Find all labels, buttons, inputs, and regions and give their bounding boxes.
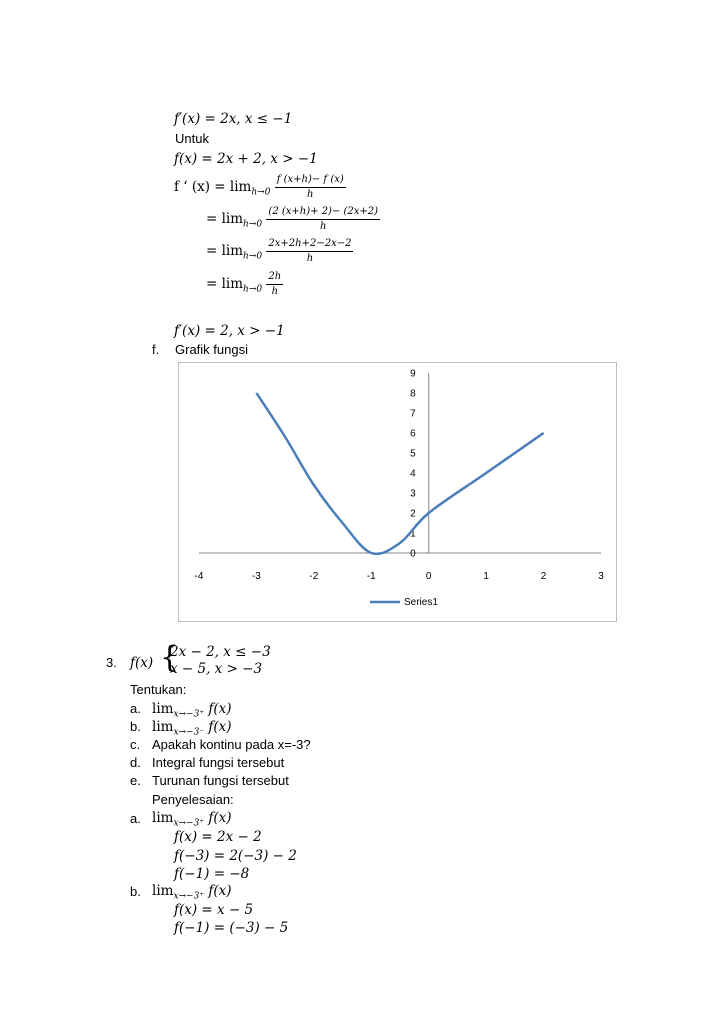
- function-line: f(x) = 2x + 2, x > −1: [174, 151, 318, 167]
- y-tick-label: 0: [410, 548, 416, 560]
- tentukan-label: Tentukan:: [130, 682, 187, 697]
- limit-expression: = lim: [206, 243, 244, 259]
- limit-expression: = lim: [206, 276, 244, 292]
- case-1: 2x − 2, x ≤ −3: [170, 644, 271, 660]
- chart-svg: [179, 363, 616, 621]
- fraction-numerator: (2 (x+h)+ 2)− (2x+2): [266, 206, 380, 220]
- fraction-denominator: h: [320, 221, 327, 232]
- untuk-label: Untuk: [175, 131, 209, 146]
- difference-quotient: [275, 174, 346, 201]
- fraction-numerator: 2h: [266, 271, 283, 285]
- limit-expression: lim: [152, 810, 174, 826]
- fraction-denominator: h: [307, 189, 314, 200]
- y-tick-label: 1: [410, 528, 416, 540]
- task-marker: e.: [130, 773, 141, 788]
- case-2: x − 5, x > −3: [170, 661, 263, 677]
- fraction-denominator: h: [306, 253, 314, 264]
- limit-step-3: [206, 267, 283, 301]
- solution-a-line-3: f(−1) = −8: [174, 866, 250, 882]
- limit-subscript: h→0: [243, 219, 263, 230]
- fraction-numerator: f (x+h)− f (x): [275, 174, 346, 188]
- limit-expression: f ‘ (x) = lim: [174, 179, 252, 195]
- limit-subscript: h→0: [243, 251, 263, 262]
- limit-argument: f(x): [204, 883, 232, 899]
- problem-3-function: f(x): [130, 655, 154, 671]
- fraction-denominator: h: [271, 286, 279, 297]
- task-item: Apakah kontinu pada x=-3?: [152, 737, 311, 752]
- limit-expression: lim: [152, 883, 174, 899]
- y-tick-label: 3: [410, 488, 416, 500]
- fraction-numerator: 2x+2h+2−2x−2: [266, 238, 353, 252]
- step-fraction: [266, 206, 380, 233]
- task-marker: b.: [130, 719, 141, 734]
- solution-b-line-2: f(−1) = (−3) − 5: [174, 920, 289, 936]
- y-tick-label: 4: [410, 468, 416, 480]
- x-tick-label: 3: [598, 571, 604, 582]
- y-tick-label: 5: [410, 448, 416, 460]
- limit-subscript: x→−3⁺: [173, 818, 205, 829]
- limit-subscript: x→−3⁻: [173, 727, 205, 738]
- y-tick-label: 7: [410, 408, 416, 420]
- section-f-marker: f.: [152, 342, 160, 357]
- limit-expression: = lim: [206, 211, 244, 227]
- y-tick-label: 8: [410, 388, 416, 400]
- x-tick-label: -2: [309, 571, 319, 582]
- derivative-result: f′(x) = 2, x > −1: [174, 323, 285, 339]
- limit-definition-line: [174, 170, 346, 204]
- x-tick-label: -4: [194, 571, 204, 582]
- legend-label: Series1: [404, 597, 438, 608]
- limit-subscript: x→−3⁺: [173, 709, 205, 720]
- limit-step-1: [206, 202, 380, 236]
- step-fraction: [266, 238, 353, 265]
- limit-subscript: x→−3⁺: [173, 891, 205, 902]
- task-marker: c.: [130, 737, 141, 752]
- solution-a-line-1: f(x) = 2x − 2: [174, 829, 262, 845]
- limit-step-2: [206, 234, 353, 268]
- limit-argument: f(x): [204, 810, 232, 826]
- limit-argument: f(x): [204, 719, 232, 735]
- limit-subscript: h→0: [251, 187, 271, 198]
- problem-3-number: 3.: [106, 655, 117, 670]
- task-item: Integral fungsi tersebut: [152, 755, 285, 770]
- solution-a-line-2: f(−3) = 2(−3) − 2: [174, 848, 297, 864]
- brace-icon: {: [160, 640, 180, 675]
- y-tick-label: 6: [410, 428, 416, 440]
- section-f-label: Grafik fungsi: [175, 342, 248, 357]
- limit-expression: lim: [152, 701, 174, 717]
- step-fraction: [266, 271, 283, 298]
- limit-expression: lim: [152, 719, 174, 735]
- task-item: Turunan fungsi tersebut: [152, 773, 289, 788]
- x-tick-label: 1: [483, 571, 489, 582]
- derivative-line-1: f′(x) = 2x, x ≤ −1: [174, 111, 293, 127]
- function-graph: [178, 362, 617, 622]
- y-tick-label: 2: [410, 508, 416, 520]
- task-marker: d.: [130, 755, 141, 770]
- limit-subscript: h→0: [243, 284, 263, 295]
- task-marker: a.: [130, 701, 141, 716]
- penyelesaian-label: Penyelesaian:: [152, 792, 234, 807]
- x-tick-label: 2: [540, 571, 547, 582]
- solution-b-line-1: f(x) = x − 5: [174, 902, 254, 918]
- x-tick-label: -3: [251, 571, 261, 582]
- solution-a-marker: a.: [130, 811, 141, 826]
- x-tick-label: -1: [366, 571, 376, 582]
- solution-b-marker: b.: [130, 884, 141, 899]
- x-tick-label: 0: [425, 571, 432, 582]
- y-tick-label: 9: [410, 368, 416, 380]
- limit-argument: f(x): [204, 701, 232, 717]
- series-line: [256, 393, 543, 554]
